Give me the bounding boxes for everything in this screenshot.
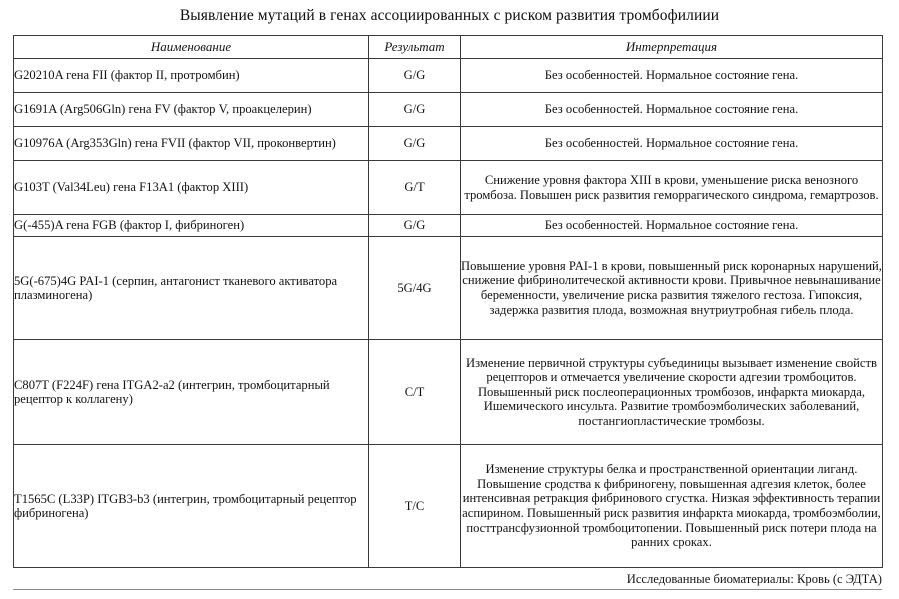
column-header-name: Наименование: [14, 36, 369, 59]
interpretation-cell: Без особенностей. Нормальное состояние гена.: [461, 215, 883, 237]
mutation-results-table: [13, 35, 883, 568]
table-row: [14, 237, 883, 340]
gene-name-cell: G20210A гена FII (фактор II, протромбин): [14, 59, 369, 93]
interpretation-cell: Без особенностей. Нормальное состояние гена.: [461, 59, 883, 93]
table-row: [14, 161, 883, 215]
result-cell: G/G: [369, 127, 461, 161]
interpretation-cell: Повышение уровня PAI-1 в крови, повышенный риск коронарных нарушений, снижение фибринолитеческой активности крови. Привычное невынашивание беременности, увеличение риска развития тяжелого гестоза. Гипоксия, задержка развития плода, возможная внутриутробная гибель плода.: [461, 237, 883, 340]
gene-name-cell: T1565C (L33P) ITGB3-b3 (интегрин, тромбоцитарный рецептор фибриногена): [14, 445, 369, 568]
table-row: [14, 93, 883, 127]
result-cell: G/T: [369, 161, 461, 215]
interpretation-cell: Без особенностей. Нормальное состояние гена.: [461, 127, 883, 161]
biomaterial-footnote: Исследованные биоматериалы: Кровь (с ЭДТА): [626, 572, 882, 586]
gene-name-cell: G(-455)A гена FGB (фактор I, фибриноген): [14, 215, 369, 237]
interpretation-cell: Изменение структуры белка и пространственной ориентации лиганд. Повышение сродства к фибриногену, повышенная адгезия клеток, более интенсивная ретракция фибринового сгустка. Низкая эффективность терапии аспирином. Повышенный риск развития инфаркта миокарда, тромбоэмболии, посттрансфузионной тромбоцитопении. Повышенный риск потери плода на ранних сроках.: [461, 445, 883, 568]
gene-name-cell: G103T (Val34Leu) гена F13A1 (фактор XIII): [14, 161, 369, 215]
table-row: [14, 59, 883, 93]
table-row: [14, 127, 883, 161]
result-cell: G/G: [369, 215, 461, 237]
result-cell: G/G: [369, 59, 461, 93]
result-cell: C/T: [369, 340, 461, 445]
table-body: [14, 59, 883, 568]
gene-name-cell: G1691A (Arg506Gln) гена FV (фактор V, проакцелерин): [14, 93, 369, 127]
page-title: Выявление мутаций в генах ассоциированных с риском развития тромбофилиии: [179, 7, 720, 24]
gene-name-cell: C807T (F224F) гена ITGA2-a2 (интегрин, тромбоцитарный рецептор к коллагену): [14, 340, 369, 445]
table-header: [14, 36, 883, 59]
table-row: [14, 445, 883, 568]
footer-divider: [13, 589, 882, 590]
column-header-interpretation: Интерпретация: [461, 36, 883, 59]
interpretation-cell: Снижение уровня фактора XIII в крови, уменьшение риска венозного тромбоза. Повышен риск развития геморрагического синдрома, гемартрозов.: [461, 161, 883, 215]
interpretation-cell: Изменение первичной структуры субъединицы вызывает изменение свойств рецепторов и отмечается увеличение скорости адгезии тромбоцитов. Повышенный риск послеоперационных тромбозов, инфаркта миокарда, Ишемического инсульта. Развитие тромбоэмболических заболеваний, постангиопластические тромбозы.: [461, 340, 883, 445]
result-cell: 5G/4G: [369, 237, 461, 340]
table-row: [14, 340, 883, 445]
gene-name-cell: 5G(-675)4G PAI-1 (серпин, антагонист тканевого активатора плазминогена): [14, 237, 369, 340]
column-header-result: Результат: [369, 36, 461, 59]
result-cell: T/C: [369, 445, 461, 568]
table-row: [14, 215, 883, 237]
gene-name-cell: G10976A (Arg353Gln) гена FVII (фактор VII, проконвертин): [14, 127, 369, 161]
table-header-row: [14, 36, 883, 59]
interpretation-cell: Без особенностей. Нормальное состояние гена.: [461, 93, 883, 127]
result-cell: G/G: [369, 93, 461, 127]
